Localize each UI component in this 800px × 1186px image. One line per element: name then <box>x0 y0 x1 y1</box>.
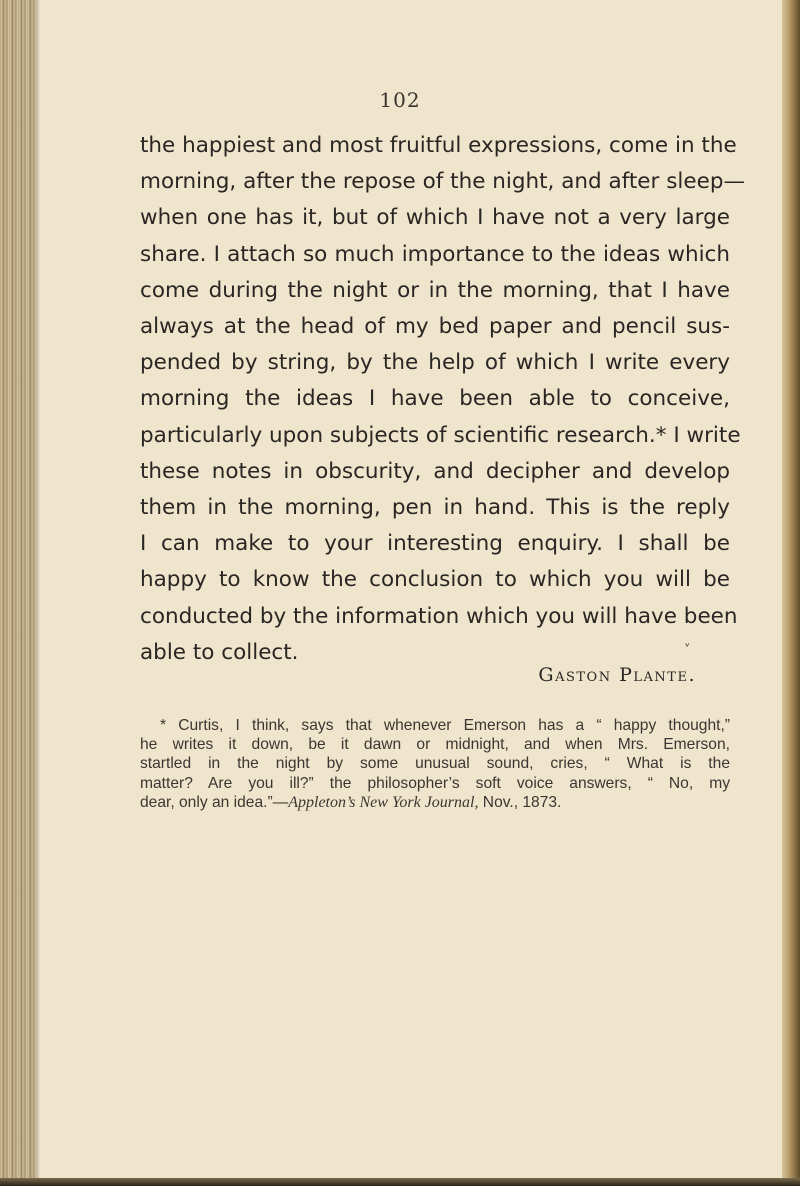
footnote-source: Appleton’s New York Journal, <box>288 793 479 811</box>
body-line: morning, after the repose of the night, and after sleep— <box>140 169 745 195</box>
pencil-mark: ˅ <box>684 643 691 658</box>
body-line: when one has it, but of which I have not a very large <box>140 205 730 231</box>
body-line: the happiest and most fruitful expressions, come in the <box>140 133 737 158</box>
body-line: happy to know the conclusion to which you will be <box>140 567 730 593</box>
body-line: conducted by the information which you will have been <box>140 603 738 629</box>
body-line: share. I attach so much importance to the ideas which <box>140 241 730 267</box>
body-line: morning the ideas I have been able to conceive, <box>140 386 730 412</box>
footnote-line: he writes it down, be it dawn or midnight, and when Mrs. Emerson, <box>140 736 730 754</box>
body-line: always at the head of my bed paper and pencil sus- <box>140 314 730 340</box>
body-line: these notes in obscurity, and decipher and develop <box>140 458 730 484</box>
footnote-line: * Curtis, I think, says that whenever Emerson has a “ happy thought,” <box>160 717 730 734</box>
body-line: I can make to your interesting enquiry. I shall be <box>140 531 730 557</box>
body-line: them in the morning, pen in hand. This is the reply <box>140 495 730 521</box>
footnote <box>140 716 730 812</box>
footnote-text: dear, only an idea.”— <box>140 793 289 811</box>
body-line: particularly upon subjects of scientific research.* I write <box>140 422 741 448</box>
body-line: able to collect. <box>140 639 299 665</box>
footnote-line: matter? Are you ill?” the philosopher’s soft voice answers, “ No, my <box>140 774 730 792</box>
footnote-line: startled in the night by some unusual sound, cries, “ What is the <box>140 755 730 773</box>
footnote-line <box>140 793 730 812</box>
footnote-date: Nov., 1873. <box>478 793 562 811</box>
body-text <box>140 128 745 671</box>
signature: Gaston Plante. <box>538 664 696 686</box>
body-line: come during the night or in the morning, that I have <box>140 277 730 303</box>
page-number: 102 <box>379 88 421 112</box>
body-line: pended by string, by the help of which I write every <box>140 350 730 376</box>
